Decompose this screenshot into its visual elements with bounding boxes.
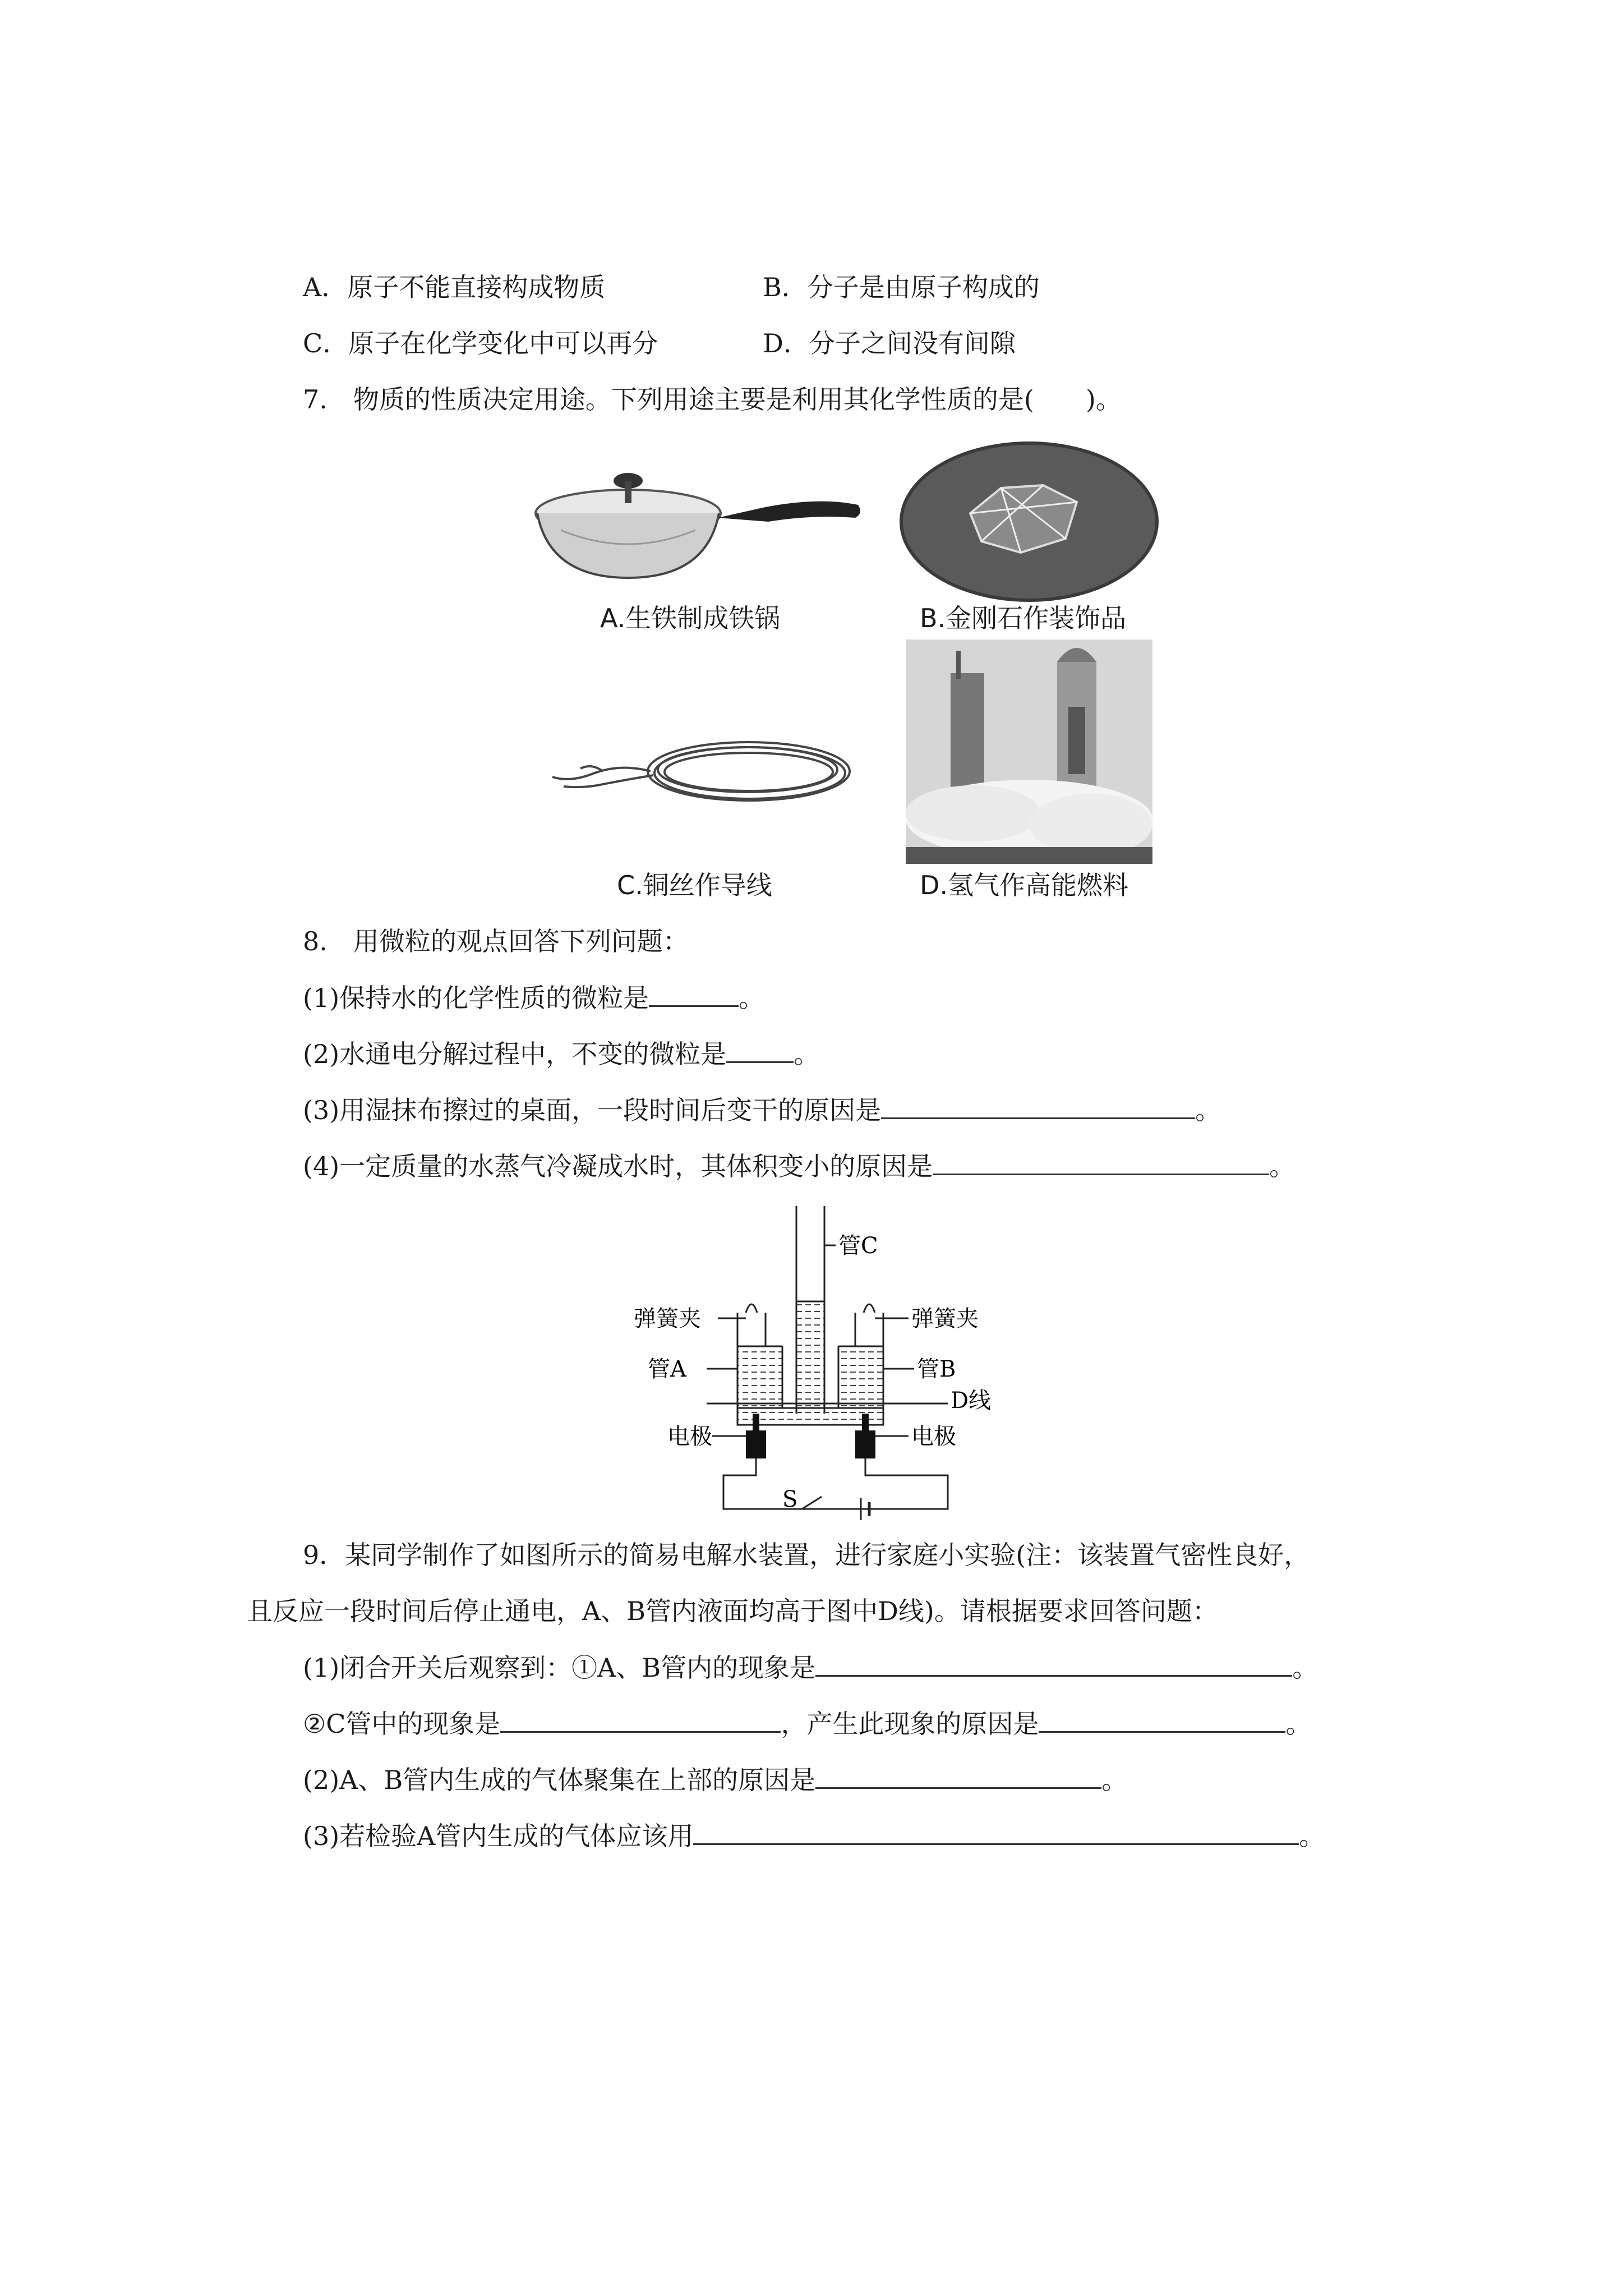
caption-7d: D.氢气作高能燃料 [920,870,1129,900]
label-tube-a: 管A [648,1356,686,1382]
label-tube-c: 管C [838,1233,878,1259]
label-switch: S [782,1487,798,1512]
question-9-part-3: (3)若检验A管内生成的气体应该用 。 [303,1819,1325,1853]
caption-7c: C.铜丝作导线 [617,870,772,900]
label-clip-left: 弹簧夹 [634,1306,701,1332]
question-9-part-2: (2)A、B管内生成的气体聚集在上部的原因是 。 [303,1763,1127,1797]
caption-7b: B.金刚石作装饰品 [920,603,1127,633]
label-electrode-right: 电极 [911,1424,956,1450]
answer-blank[interactable] [881,1093,1195,1119]
question-9-stem-2: 且反应一段时间后停止通电，A、B管内液面均高于图中D线)。请根据要求回答问题： [247,1596,1218,1626]
option-6b: B．分子是由原子构成的 [763,272,1040,302]
option-6c: C．原子在化学变化中可以再分 [303,328,658,358]
question-9-stem-1: 9．某同学制作了如图所示的简易电解水装置，进行家庭小实验(注：该装置气密性良好， [303,1540,1310,1570]
question-8-part-2: (2)水通电分解过程中，不变的微粒是 。 [303,1037,819,1071]
label-electrode-left: 电极 [667,1424,712,1450]
rocket-launch-picture [906,639,1152,864]
question-8-part-4: (4)一定质量的水蒸气冷凝成水时，其体积变小的原因是 。 [303,1149,1295,1183]
label-clip-right: 弹簧夹 [911,1306,979,1332]
answer-blank[interactable] [815,1763,1101,1789]
option-6a: A．原子不能直接构成物质 [303,272,606,302]
answer-blank[interactable] [649,981,739,1007]
question-9-part-1b: ②C管中的现象是 ，产生此现象的原因是 。 [303,1706,1311,1741]
question-8-part-1: (1)保持水的化学性质的微粒是 。 [303,981,764,1015]
caption-7a: A.生铁制成铁锅 [600,603,781,633]
answer-blank[interactable] [693,1819,1299,1845]
electrolysis-apparatus-diagram [634,1200,1038,1526]
diamond-picture [897,440,1161,603]
option-6d: D．分子之间没有间隙 [763,328,1016,358]
answer-blank[interactable] [726,1037,794,1063]
answer-blank[interactable] [815,1650,1292,1677]
answer-blank[interactable] [1039,1706,1285,1733]
copper-wire-picture [547,724,861,825]
question-7-stem: 7. 物质的性质决定用途。下列用途主要是利用其化学性质的是( )。 [303,384,1122,415]
label-tube-b: 管B [917,1356,956,1382]
question-9-part-1: (1)闭合开关后观察到：①A、B管内的现象是 。 [303,1650,1318,1685]
question-8-part-3: (3)用湿抹布擦过的桌面，一段时间后变干的原因是 。 [303,1093,1221,1127]
wok-picture [527,446,875,586]
question-8-stem: 8. 用微粒的观点回答下列问题： [303,926,689,956]
label-line-d: D线 [951,1388,992,1414]
answer-blank[interactable] [500,1706,781,1733]
answer-blank[interactable] [933,1149,1269,1175]
